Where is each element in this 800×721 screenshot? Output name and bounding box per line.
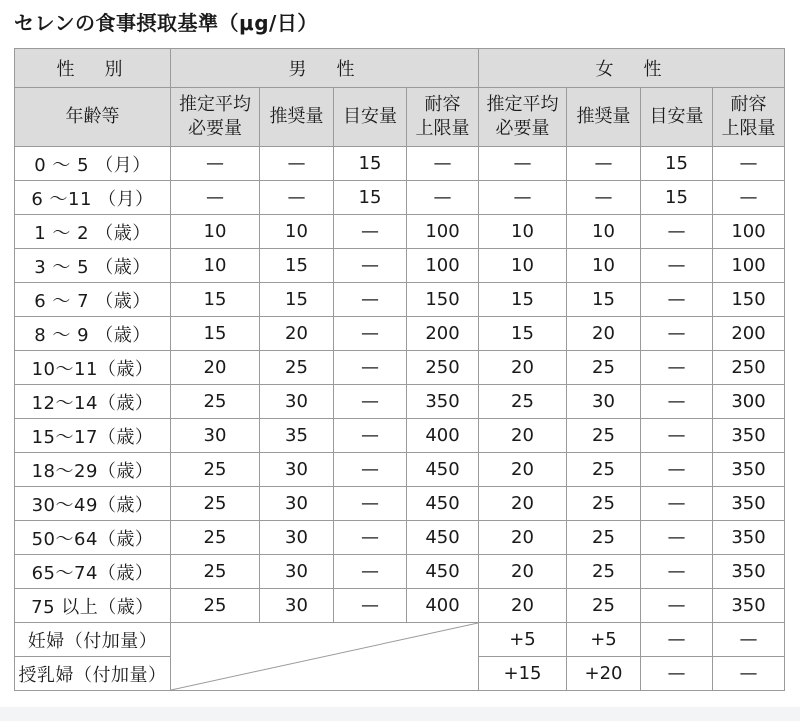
male-value-cell: 100 <box>407 215 479 249</box>
male-value-cell: — <box>334 555 407 589</box>
female-value-cell: — <box>641 385 713 419</box>
female-ear-header: 推定平均 必要量 <box>479 88 567 147</box>
male-value-cell: 250 <box>407 351 479 385</box>
female-value-cell: — <box>641 555 713 589</box>
female-value-cell: — <box>641 487 713 521</box>
female-value-cell: — <box>641 453 713 487</box>
female-value-cell: 350 <box>713 487 785 521</box>
female-value-cell: 15 <box>479 283 567 317</box>
female-value-cell: 20 <box>479 453 567 487</box>
male-value-cell: — <box>334 249 407 283</box>
male-value-cell: — <box>334 351 407 385</box>
female-value-cell: 30 <box>567 385 641 419</box>
male-value-cell: 450 <box>407 521 479 555</box>
male-value-cell: — <box>260 147 334 181</box>
male-value-cell: — <box>334 589 407 623</box>
male-value-cell: — <box>334 385 407 419</box>
age-cell: 75 以上（歳） <box>15 589 171 623</box>
male-value-cell: — <box>334 419 407 453</box>
female-value-cell: — <box>641 521 713 555</box>
male-value-cell: 350 <box>407 385 479 419</box>
female-value-cell: — <box>641 419 713 453</box>
sex-header: 性 別 <box>15 49 171 88</box>
female-value-cell: 20 <box>567 317 641 351</box>
female-value-cell: — <box>641 249 713 283</box>
female-value-cell: 25 <box>567 419 641 453</box>
female-value-cell: 100 <box>713 215 785 249</box>
female-value-cell: 350 <box>713 589 785 623</box>
age-cell: 6 ～11 （月） <box>15 181 171 215</box>
male-value-cell: 450 <box>407 487 479 521</box>
male-value-cell: 15 <box>260 283 334 317</box>
male-value-cell: — <box>334 453 407 487</box>
female-value-cell: 20 <box>479 351 567 385</box>
female-value-cell: 350 <box>713 419 785 453</box>
female-value-cell: 25 <box>567 453 641 487</box>
male-value-cell: 15 <box>260 249 334 283</box>
male-value-cell: 15 <box>171 283 260 317</box>
female-value-cell: 250 <box>713 351 785 385</box>
male-value-cell: — <box>171 147 260 181</box>
female-value-cell: — <box>641 215 713 249</box>
female-value-cell: 25 <box>567 555 641 589</box>
male-value-cell: 400 <box>407 589 479 623</box>
male-ul-header: 耐容 上限量 <box>407 88 479 147</box>
male-value-cell: 450 <box>407 555 479 589</box>
male-value-cell: 25 <box>171 487 260 521</box>
age-cell: 0 ～ 5 （月） <box>15 147 171 181</box>
age-cell: 妊婦（付加量） <box>15 623 171 657</box>
female-value-cell: 350 <box>713 453 785 487</box>
female-value-cell: 300 <box>713 385 785 419</box>
female-value-cell: — <box>713 623 785 657</box>
female-value-cell: 25 <box>479 385 567 419</box>
female-value-cell: 150 <box>713 283 785 317</box>
bottom-strip <box>0 707 800 721</box>
table-row <box>15 181 785 215</box>
table-row <box>15 555 785 589</box>
female-value-cell: — <box>479 147 567 181</box>
male-value-cell: 30 <box>260 385 334 419</box>
age-cell: 30～49（歳） <box>15 487 171 521</box>
female-value-cell: 25 <box>567 487 641 521</box>
male-value-cell: — <box>407 181 479 215</box>
diagonal-line <box>171 623 478 690</box>
male-value-cell: 15 <box>334 147 407 181</box>
female-value-cell: 10 <box>567 215 641 249</box>
male-value-cell: 10 <box>171 215 260 249</box>
female-value-cell: 20 <box>479 419 567 453</box>
male-value-cell: — <box>334 521 407 555</box>
not-applicable-cell <box>171 623 479 691</box>
male-value-cell: 100 <box>407 249 479 283</box>
female-rda-header: 推奨量 <box>567 88 641 147</box>
female-value-cell: — <box>641 657 713 691</box>
female-value-cell: 350 <box>713 521 785 555</box>
male-value-cell: 30 <box>260 555 334 589</box>
female-value-cell: — <box>713 147 785 181</box>
female-value-cell: — <box>713 657 785 691</box>
female-value-cell: 20 <box>479 521 567 555</box>
female-value-cell: — <box>567 147 641 181</box>
female-value-cell: — <box>641 317 713 351</box>
male-value-cell: 400 <box>407 419 479 453</box>
table-row <box>15 215 785 249</box>
male-value-cell: 30 <box>260 589 334 623</box>
female-value-cell: 25 <box>567 351 641 385</box>
male-value-cell: — <box>334 317 407 351</box>
female-value-cell: 20 <box>479 487 567 521</box>
male-value-cell: 30 <box>260 453 334 487</box>
table-row <box>15 283 785 317</box>
table-row <box>15 419 785 453</box>
female-value-cell: +20 <box>567 657 641 691</box>
age-cell: 3 ～ 5 （歳） <box>15 249 171 283</box>
male-value-cell: 25 <box>171 385 260 419</box>
male-value-cell: — <box>334 215 407 249</box>
male-value-cell: 30 <box>260 521 334 555</box>
female-value-cell: 100 <box>713 249 785 283</box>
table-row <box>15 521 785 555</box>
male-value-cell: 10 <box>260 215 334 249</box>
page-title: セレンの食事摂取基準（μg/日） <box>14 11 318 35</box>
female-value-cell: 10 <box>567 249 641 283</box>
female-value-cell: +15 <box>479 657 567 691</box>
male-value-cell: — <box>407 147 479 181</box>
female-value-cell: +5 <box>479 623 567 657</box>
female-value-cell: — <box>641 623 713 657</box>
male-value-cell: 30 <box>260 487 334 521</box>
male-value-cell: 20 <box>171 351 260 385</box>
age-cell: 1 ～ 2 （歳） <box>15 215 171 249</box>
age-cell: 65～74（歳） <box>15 555 171 589</box>
male-value-cell: 150 <box>407 283 479 317</box>
male-rda-header: 推奨量 <box>260 88 334 147</box>
male-value-cell: — <box>334 487 407 521</box>
female-value-cell: +5 <box>567 623 641 657</box>
female-value-cell: 25 <box>567 589 641 623</box>
female-value-cell: 20 <box>479 589 567 623</box>
male-ai-header: 目安量 <box>334 88 407 147</box>
female-value-cell: — <box>479 181 567 215</box>
table-row <box>15 453 785 487</box>
female-value-cell: — <box>641 283 713 317</box>
male-value-cell: 35 <box>260 419 334 453</box>
table-row <box>15 385 785 419</box>
table-row <box>15 487 785 521</box>
female-value-cell: 350 <box>713 555 785 589</box>
female-ai-header: 目安量 <box>641 88 713 147</box>
male-value-cell: 25 <box>171 589 260 623</box>
female-value-cell: 15 <box>567 283 641 317</box>
age-cell: 50～64（歳） <box>15 521 171 555</box>
male-value-cell: 15 <box>171 317 260 351</box>
female-value-cell: 15 <box>479 317 567 351</box>
age-cell: 15～17（歳） <box>15 419 171 453</box>
male-value-cell: 450 <box>407 453 479 487</box>
female-header: 女 性 <box>479 49 785 88</box>
female-value-cell: — <box>641 589 713 623</box>
male-value-cell: — <box>260 181 334 215</box>
female-value-cell: 25 <box>567 521 641 555</box>
male-value-cell: 10 <box>171 249 260 283</box>
female-value-cell: — <box>641 351 713 385</box>
male-value-cell: 25 <box>171 453 260 487</box>
female-ul-header: 耐容 上限量 <box>713 88 785 147</box>
age-header: 年齢等 <box>15 88 171 147</box>
male-value-cell: 200 <box>407 317 479 351</box>
female-value-cell: — <box>713 181 785 215</box>
female-value-cell: 10 <box>479 249 567 283</box>
age-cell: 10～11（歳） <box>15 351 171 385</box>
female-value-cell: 200 <box>713 317 785 351</box>
selenium-intake-table <box>14 48 785 691</box>
age-cell: 8 ～ 9 （歳） <box>15 317 171 351</box>
male-ear-header: 推定平均 必要量 <box>171 88 260 147</box>
female-value-cell: — <box>567 181 641 215</box>
table-row <box>15 249 785 283</box>
male-value-cell: — <box>171 181 260 215</box>
age-cell: 12～14（歳） <box>15 385 171 419</box>
table-row-additional <box>15 623 785 657</box>
male-value-cell: 15 <box>334 181 407 215</box>
male-header: 男 性 <box>171 49 479 88</box>
table-row <box>15 351 785 385</box>
age-cell: 授乳婦（付加量） <box>15 657 171 691</box>
male-value-cell: — <box>334 283 407 317</box>
table-row <box>15 589 785 623</box>
male-value-cell: 20 <box>260 317 334 351</box>
table-row <box>15 317 785 351</box>
female-value-cell: 15 <box>641 181 713 215</box>
female-value-cell: 15 <box>641 147 713 181</box>
age-cell: 18～29（歳） <box>15 453 171 487</box>
female-value-cell: 10 <box>479 215 567 249</box>
male-value-cell: 25 <box>171 521 260 555</box>
male-value-cell: 25 <box>260 351 334 385</box>
male-value-cell: 25 <box>171 555 260 589</box>
female-value-cell: 20 <box>479 555 567 589</box>
male-value-cell: 30 <box>171 419 260 453</box>
age-cell: 6 ～ 7 （歳） <box>15 283 171 317</box>
table-row <box>15 147 785 181</box>
